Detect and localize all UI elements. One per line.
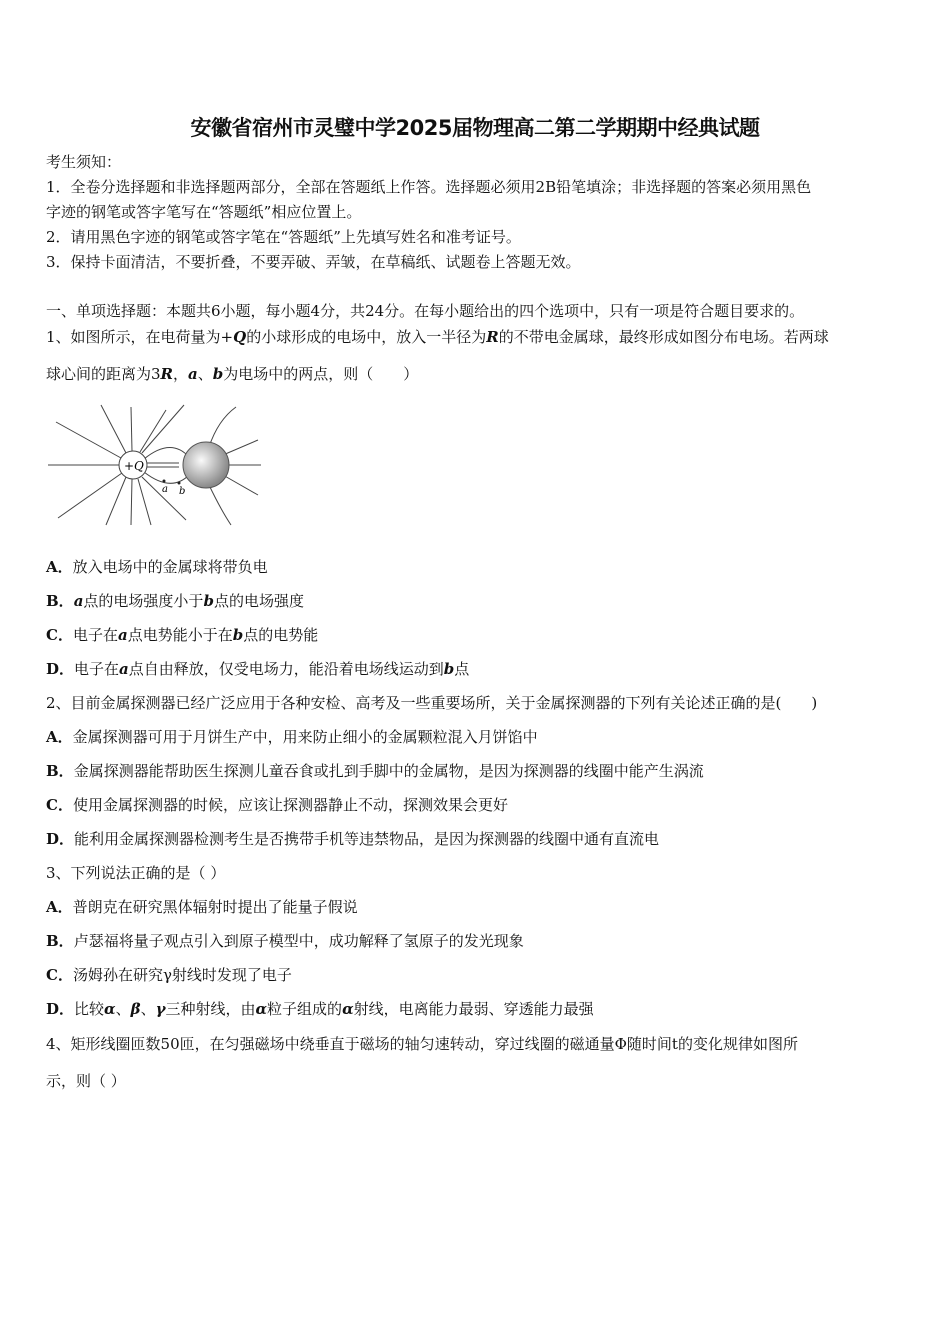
option-label: C． [46,966,73,984]
text-segment: 电子在 [74,660,120,678]
text-segment: 、 [115,1000,131,1018]
text-segment: 示，则（ ） [46,1072,126,1090]
text-segment: 、 [140,1000,156,1018]
text-line [46,659,469,679]
text-segment: 点 [454,660,470,678]
variable: α [104,1000,116,1018]
text-line [46,795,508,815]
option-label: C． [46,796,73,814]
text-line [46,557,268,577]
text-segment: 2．请用黑色字迹的钢笔或答字笔在“答题纸”上先填写姓名和准考证号。 [46,228,521,246]
text-segment: 电子在 [72,626,118,644]
option-label: B． [46,932,74,950]
text-segment: 的小球形成的电场中，放入一半径为 [246,328,487,346]
text-line [46,227,521,247]
variable: a [188,365,198,383]
text-line [46,897,358,917]
option-label: A． [46,558,73,576]
text-line [46,591,304,611]
variable: a [119,660,129,678]
text-line [46,202,361,222]
text-segment: 点电势能小于在 [127,626,233,644]
text-segment: 3．保持卡面清洁，不要折叠，不要弄破、弄皱，在草稿纸、试题卷上答题无效。 [46,253,581,271]
text-line [46,177,811,197]
text-segment: 点的电场强度 [213,592,304,610]
text-segment: 点的电势能 [243,626,319,644]
variable: b [212,365,224,383]
text-line [46,693,817,713]
text-segment: 三种射线，由 [165,1000,256,1018]
text-segment: 放入电场中的金属球将带负电 [72,558,268,576]
text-segment: 球心间的距离为3 [46,365,161,383]
variable: b [443,660,455,678]
variable: α [342,1000,354,1018]
text-line [46,252,581,272]
text-line [46,727,538,747]
text-segment: ， [173,365,189,383]
variable: b [232,626,244,644]
text-segment: 1、如图所示，在电荷量为+ [46,328,234,346]
text-segment: 粒子组成的 [267,1000,343,1018]
text-line [46,863,225,883]
document-title: 安徽省宿州市灵璧中学2025届物理高二第二学期期中经典试题 [190,116,760,140]
text-segment: 射线，电离能力最弱、穿透能力最强 [353,1000,594,1018]
text-line [46,999,594,1019]
option-label: A． [46,728,73,746]
option-label: C． [46,626,73,644]
text-segment: 为电场中的两点，则（ ） [223,365,419,383]
text-line [46,1034,798,1054]
option-label: D． [46,830,75,848]
variable: R [486,328,499,346]
variable: γ [155,1000,166,1018]
text-segment: 字迹的钢笔或答字笔写在“答题纸”相应位置上。 [46,203,362,221]
text-segment: 金属探测器可用于月饼生产中，用来防止细小的金属颗粒混入月饼馅中 [72,728,538,746]
option-label: D． [46,660,75,678]
point-a-label: a [162,484,168,495]
variable: β [130,1000,141,1018]
metal-sphere [183,442,229,488]
point-b-label: b [179,486,186,497]
option-label: B． [46,762,74,780]
text-line [46,625,318,645]
text-line [46,965,292,985]
text-segment: 点自由释放，仅受电场力，能沿着电场线运动到 [128,660,444,678]
charge-label: +Q [124,459,144,473]
text-line [46,327,829,347]
text-segment: 3、下列说法正确的是（ ） [46,864,226,882]
text-segment: 使用金属探测器的时候，应该让探测器静止不动，探测效果会更好 [72,796,508,814]
text-segment: 的不带电金属球，最终形成如图分布电场。若两球 [498,328,829,346]
text-segment: 普朗克在研究黑体辐射时提出了能量子假说 [72,898,358,916]
option-label: B． [46,592,74,610]
text-line [46,931,524,951]
variable: b [203,592,214,610]
text-segment: 4、矩形线圈匝数50匝，在匀强磁场中绕垂直于磁场的轴匀速转动，穿过线圈的磁通量Φ随时间t的变化规律如图所 [46,1035,798,1053]
variable: a [117,626,128,644]
text-segment: 2、目前金属探测器已经广泛应用于各种安检、高考及一些重要场所，关于金属探测器的下列有关论述正确的是( ) [46,694,818,712]
text-segment: 能利用金属探测器检测考生是否携带手机等违禁物品，是因为探测器的线圈中通有直流电 [74,830,660,848]
electric-field-figure [46,395,266,530]
text-segment: 考生须知： [46,153,122,171]
text-segment: 、 [197,365,213,383]
text-line [46,1071,126,1091]
option-label: D． [46,1000,75,1018]
variable: Q [233,328,247,346]
text-line [46,829,659,849]
text-line [46,152,121,172]
text-line [46,761,704,781]
variable: R [160,365,174,383]
text-segment: 点的电场强度小于 [83,592,204,610]
text-line [46,364,418,384]
text-segment: 1．全卷分选择题和非选择题两部分，全部在答题纸上作答。选择题必须用2B铅笔填涂；非选择题的答案必须用黑色 [46,178,812,196]
text-segment: 金属探测器能帮助医生探测儿童吞食或扎到手脚中的金属物，是因为探测器的线圈中能产生涡流 [73,762,704,780]
text-segment: 一、单项选择题：本题共6小题，每小题4分，共24分。在每小题给出的四个选项中，只有一项是符合题目要求的。 [46,302,805,320]
text-segment: 汤姆孙在研究γ射线时发现了电子 [72,966,292,984]
text-segment: 比较 [74,1000,105,1018]
variable: a [73,592,84,610]
text-segment: 卢瑟福将量子观点引入到原子模型中，成功解释了氢原子的发光现象 [73,932,524,950]
text-line [46,301,804,321]
variable: α [255,1000,268,1018]
option-label: A． [46,898,73,916]
